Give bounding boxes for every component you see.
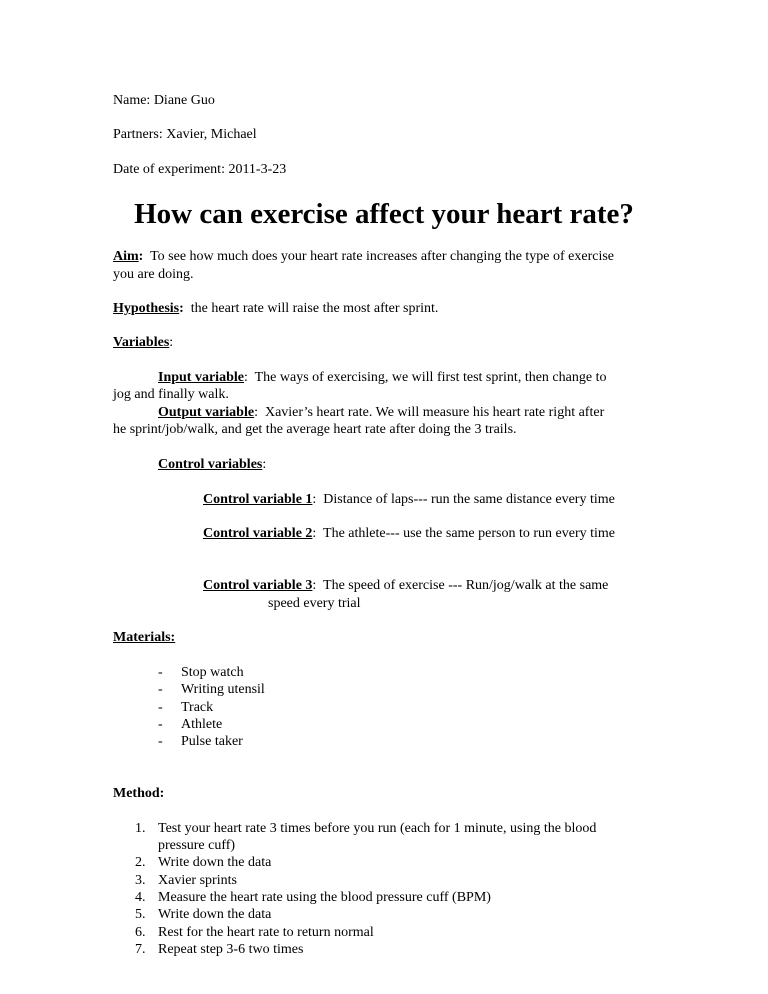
partners: Partners: Xavier, Michael bbox=[113, 127, 257, 142]
control-variables-colon: : bbox=[262, 457, 267, 472]
material-item: Writing utensil bbox=[181, 682, 265, 697]
step-number: 1. bbox=[135, 821, 146, 836]
materials-heading: Materials: bbox=[113, 630, 176, 645]
aim-colon: : bbox=[138, 249, 144, 264]
control-variable-2-text: : The athlete--- use the same person to run every time bbox=[312, 526, 615, 541]
aim-line-2: you are doing. bbox=[113, 267, 194, 282]
control-variable-3-text: : The speed of exercise --- Run/jog/walk at the same bbox=[312, 578, 609, 593]
control-variables-heading bbox=[158, 456, 266, 473]
student-name: Name: Diane Guo bbox=[113, 93, 215, 108]
list-bullet: - bbox=[158, 700, 163, 715]
output-variable-line-1 bbox=[158, 404, 604, 421]
list-bullet: - bbox=[158, 734, 163, 749]
step-number: 7. bbox=[135, 942, 146, 957]
method-step: Measure the heart rate using the blood pressure cuff (BPM) bbox=[158, 890, 491, 905]
variables-label: Variables bbox=[113, 335, 170, 350]
input-variable-label: Input variable bbox=[158, 370, 244, 385]
experiment-date: Date of experiment: 2011-3-23 bbox=[113, 162, 287, 177]
control-variable-1-label: Control variable 1 bbox=[203, 492, 313, 507]
control-variable-2 bbox=[203, 525, 615, 542]
control-variable-3-label: Control variable 3 bbox=[203, 578, 313, 593]
method-step: Rest for the heart rate to return normal bbox=[158, 925, 374, 940]
method-step: Repeat step 3-6 two times bbox=[158, 942, 304, 957]
material-item: Track bbox=[181, 700, 214, 715]
aim-label: Aim bbox=[113, 249, 139, 264]
step-number: 4. bbox=[135, 890, 146, 905]
list-bullet: - bbox=[158, 682, 163, 697]
step-number: 6. bbox=[135, 925, 146, 940]
material-item: Stop watch bbox=[181, 665, 244, 680]
page-title: How can exercise affect your heart rate? bbox=[134, 198, 634, 230]
input-variable-line-2: jog and finally walk. bbox=[113, 387, 229, 402]
list-bullet: - bbox=[158, 665, 163, 680]
hypothesis-label: Hypothesis bbox=[113, 301, 180, 316]
method-heading: Method: bbox=[113, 786, 165, 801]
control-variable-2-label: Control variable 2 bbox=[203, 526, 313, 541]
output-variable-text: : Xavier’s heart rate. We will measure his heart rate right after bbox=[254, 405, 605, 420]
variables-heading bbox=[113, 334, 173, 351]
step-number: 2. bbox=[135, 855, 146, 870]
aim-text: To see how much does your heart rate increases after changing the type of exercise bbox=[143, 249, 615, 264]
aim-line-1 bbox=[113, 248, 614, 265]
method-step: Test your heart rate 3 times before you run (each for 1 minute, using the blood bbox=[158, 821, 597, 836]
control-variable-1-text: : Distance of laps--- run the same distance every time bbox=[312, 492, 615, 507]
hypothesis-line bbox=[113, 300, 438, 317]
variables-colon: : bbox=[169, 335, 174, 350]
control-variable-3-line-2: speed every trial bbox=[268, 596, 361, 611]
method-step: Xavier sprints bbox=[158, 873, 237, 888]
hypothesis-colon: : bbox=[179, 301, 184, 316]
input-variable-line-1 bbox=[158, 369, 606, 386]
control-variable-1 bbox=[203, 491, 615, 508]
hypothesis-text: the heart rate will raise the most after sprint. bbox=[183, 301, 439, 316]
material-item: Athlete bbox=[181, 717, 223, 732]
output-variable-line-2: he sprint/job/walk, and get the average heart rate after doing the 3 trails. bbox=[113, 422, 517, 437]
output-variable-label: Output variable bbox=[158, 405, 255, 420]
method-step-continuation: pressure cuff) bbox=[158, 838, 236, 853]
control-variables-label: Control variables bbox=[158, 457, 263, 472]
step-number: 3. bbox=[135, 873, 146, 888]
material-item: Pulse taker bbox=[181, 734, 243, 749]
method-step: Write down the data bbox=[158, 855, 272, 870]
input-variable-text: : The ways of exercising, we will first test sprint, then change to bbox=[243, 370, 607, 385]
method-step: Write down the data bbox=[158, 907, 272, 922]
step-number: 5. bbox=[135, 907, 146, 922]
list-bullet: - bbox=[158, 717, 163, 732]
control-variable-3 bbox=[203, 577, 608, 594]
